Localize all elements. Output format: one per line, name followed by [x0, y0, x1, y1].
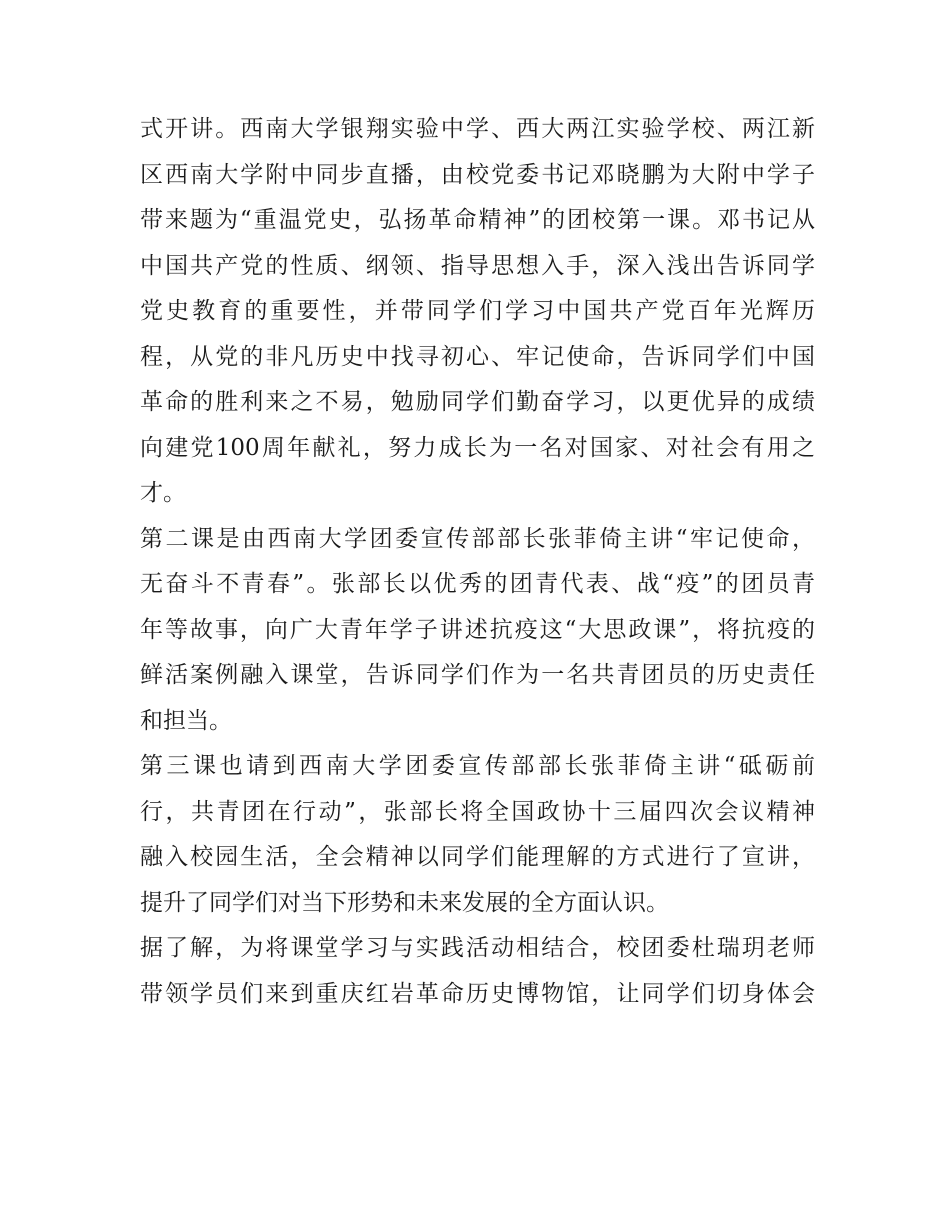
- text-line: 无奋斗不青春”。张部长以优秀的团青代表、战“疫”的团员青: [140, 571, 815, 597]
- document-page: [140, 107, 815, 1017]
- paragraph-3: [140, 744, 815, 926]
- text-line: 提升了同学们对当下形势和未来发展的全方面认识。: [140, 889, 669, 916]
- text-line: 第三课也请到西南大学团委宣传部部长张菲倚主讲“砥砺前: [140, 753, 815, 779]
- text-line: 行，共青团在行动”，张部长将全国政协十三届四次会议精神: [140, 798, 815, 825]
- paragraph-2: [140, 517, 815, 745]
- text-line: 融入校园生活，全会精神以同学们能理解的方式进行了宣讲，: [140, 844, 815, 870]
- text-line: 据了解，为将课堂学习与实践活动相结合，校团委杜瑞玥老师: [140, 935, 815, 961]
- text-line: 第二课是由西南大学团委宣传部部长张菲倚主讲“牢记使命，: [140, 525, 815, 552]
- text-line: 党史教育的重要性，并带同学们学习中国共产党百年光辉历: [140, 298, 815, 324]
- text-line: 式开讲。西南大学银翔实验中学、西大两江实验学校、两江新: [140, 116, 815, 142]
- text-line: 中国共产党的性质、纲领、指导思想入手，深入浅出告诉同学: [140, 252, 815, 279]
- text-line: 和担当。: [140, 707, 232, 734]
- text-line: 革命的胜利来之不易，勉励同学们勤奋学习，以更优异的成绩: [140, 389, 815, 415]
- text-line: 程，从党的非凡历史中找寻初心、牢记使命，告诉同学们中国: [140, 343, 815, 370]
- text-line: 带领学员们来到重庆红岩革命历史博物馆，让同学们切身体会: [140, 980, 815, 1007]
- text-line: 向建党100周年献礼，努力成长为一名对国家、对社会有用之: [140, 434, 815, 461]
- paragraph-4: [140, 926, 815, 1017]
- paragraph-1: [140, 107, 815, 517]
- text-line: 才。: [140, 480, 186, 506]
- text-line: 年等故事，向广大青年学子讲述抗疫这“大思政课”，将抗疫的: [140, 616, 815, 643]
- text-line: 带来题为“重温党史，弘扬革命精神”的团校第一课。邓书记从: [140, 207, 815, 233]
- text-line: 区西南大学附中同步直播，由校党委书记邓晓鹏为大附中学子: [140, 161, 815, 188]
- text-line: 鲜活案例融入课堂，告诉同学们作为一名共青团员的历史责任: [140, 662, 815, 688]
